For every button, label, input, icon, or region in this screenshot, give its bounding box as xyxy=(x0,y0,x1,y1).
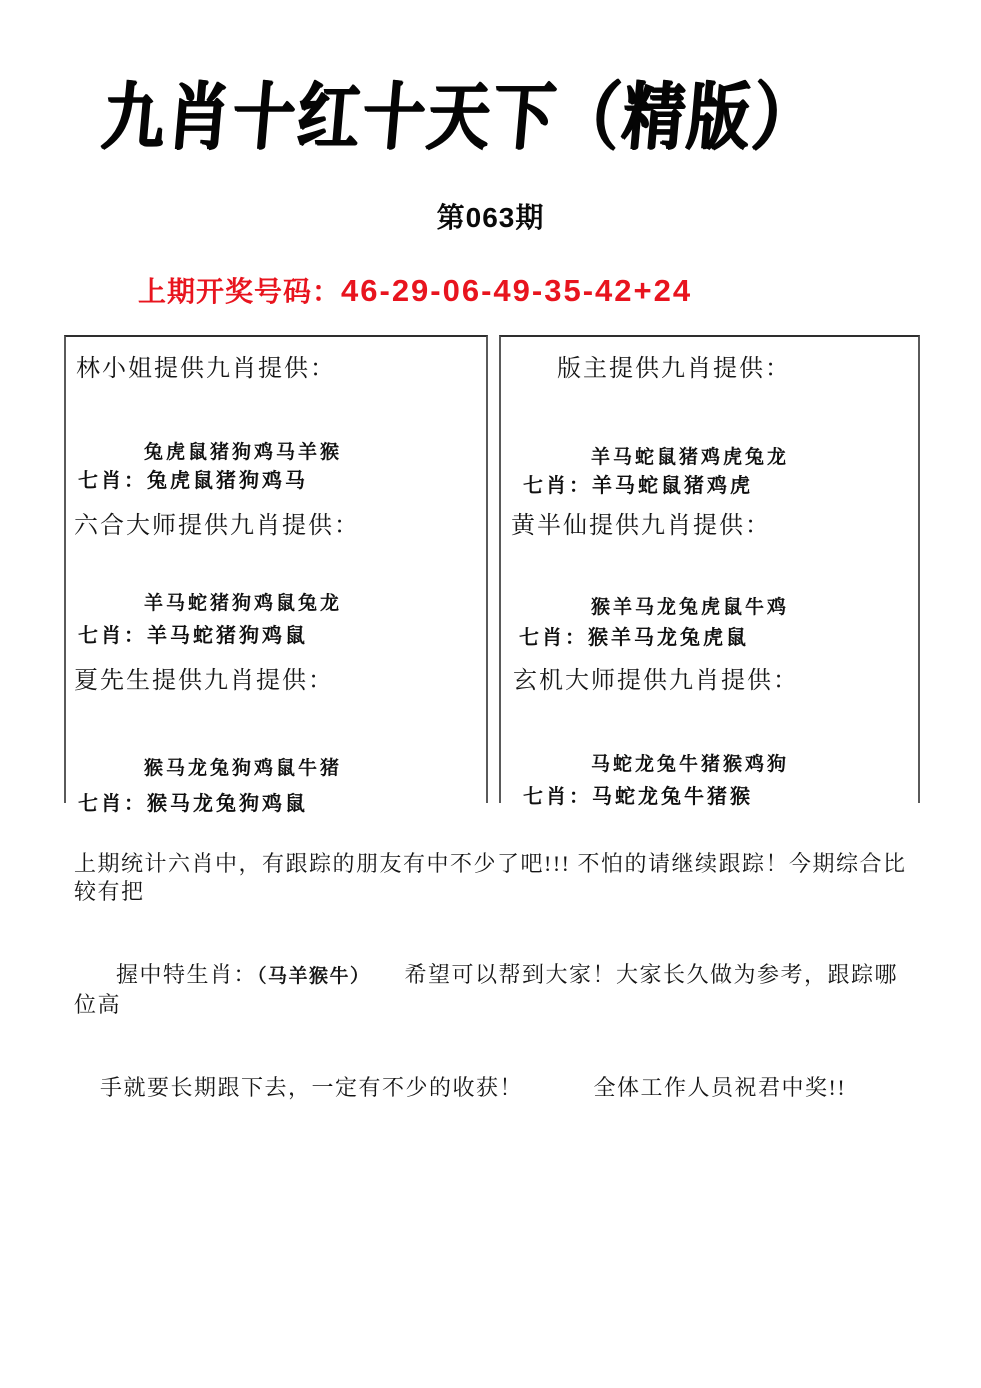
provider-header: 六合大师提供九肖提供： xyxy=(74,513,360,539)
issue-number: 第063期 xyxy=(436,202,545,233)
footer-line-1: 上期统计六肖中，有跟踪的朋友有中不少了吧!!! 不怕的请继续跟踪！今期综合比较有把 xyxy=(74,851,907,904)
footer-line-2-suffix: 希望可以帮到大家！大家长久做为参考，跟踪哪位高 xyxy=(74,962,899,1017)
footer-line-3: 手就要长期跟下去，一定有不少的收获！ 全体工作人员祝君中奖!! xyxy=(100,1075,847,1100)
last-draw-line xyxy=(138,270,692,310)
provider-header: 版主提供九肖提供： xyxy=(557,356,791,382)
nine-xiao-line: 兔虎鼠猪狗鸡马羊猴 xyxy=(144,442,343,463)
seven-xiao-line: 七肖：羊马蛇鼠猪鸡虎 xyxy=(523,475,753,497)
seven-xiao-line: 七肖：羊马蛇猪狗鸡鼠 xyxy=(78,625,308,647)
provider-header: 夏先生提供九肖提供： xyxy=(74,668,334,694)
predictions-left-box xyxy=(64,335,488,815)
provider-header: 玄机大师提供九肖提供： xyxy=(513,668,799,694)
page-title: 九肖十红十天下（精版） xyxy=(98,78,821,159)
last-draw-label: 上期开奖号码： xyxy=(138,276,342,307)
predictions-right-box xyxy=(499,335,920,808)
nine-xiao-line: 羊马蛇鼠猪鸡虎兔龙 xyxy=(591,447,790,468)
footer-note xyxy=(74,850,914,1129)
nine-xiao-line: 羊马蛇猪狗鸡鼠兔龙 xyxy=(144,593,343,614)
seven-xiao-line-clipped: 七肖：猴羊马龙兔虎鼠 xyxy=(519,627,749,649)
last-draw-numbers: 46-29-06-49-35-42+24 xyxy=(341,273,693,308)
seven-xiao-line: 七肖：兔虎鼠猪狗鸡马 xyxy=(78,470,308,492)
nine-xiao-line: 马蛇龙兔牛猪猴鸡狗 xyxy=(591,754,790,775)
seven-xiao-line: 七肖：马蛇龙兔牛猪猴 xyxy=(523,786,753,808)
footer-special-zodiac: （马羊猴牛） xyxy=(257,966,371,987)
footer-line-2-prefix: 握中特生肖： xyxy=(116,962,258,987)
footer-line-2 xyxy=(74,933,914,1047)
nine-xiao-line: 猴马龙兔狗鸡鼠牛猪 xyxy=(144,758,343,779)
provider-header: 林小姐提供九肖提供： xyxy=(76,356,336,382)
seven-xiao-line: 七肖：猴马龙兔狗鸡鼠 xyxy=(78,793,308,815)
provider-header: 黄半仙提供九肖提供： xyxy=(511,513,771,539)
nine-xiao-line: 猴羊马龙兔虎鼠牛鸡 xyxy=(591,597,790,618)
